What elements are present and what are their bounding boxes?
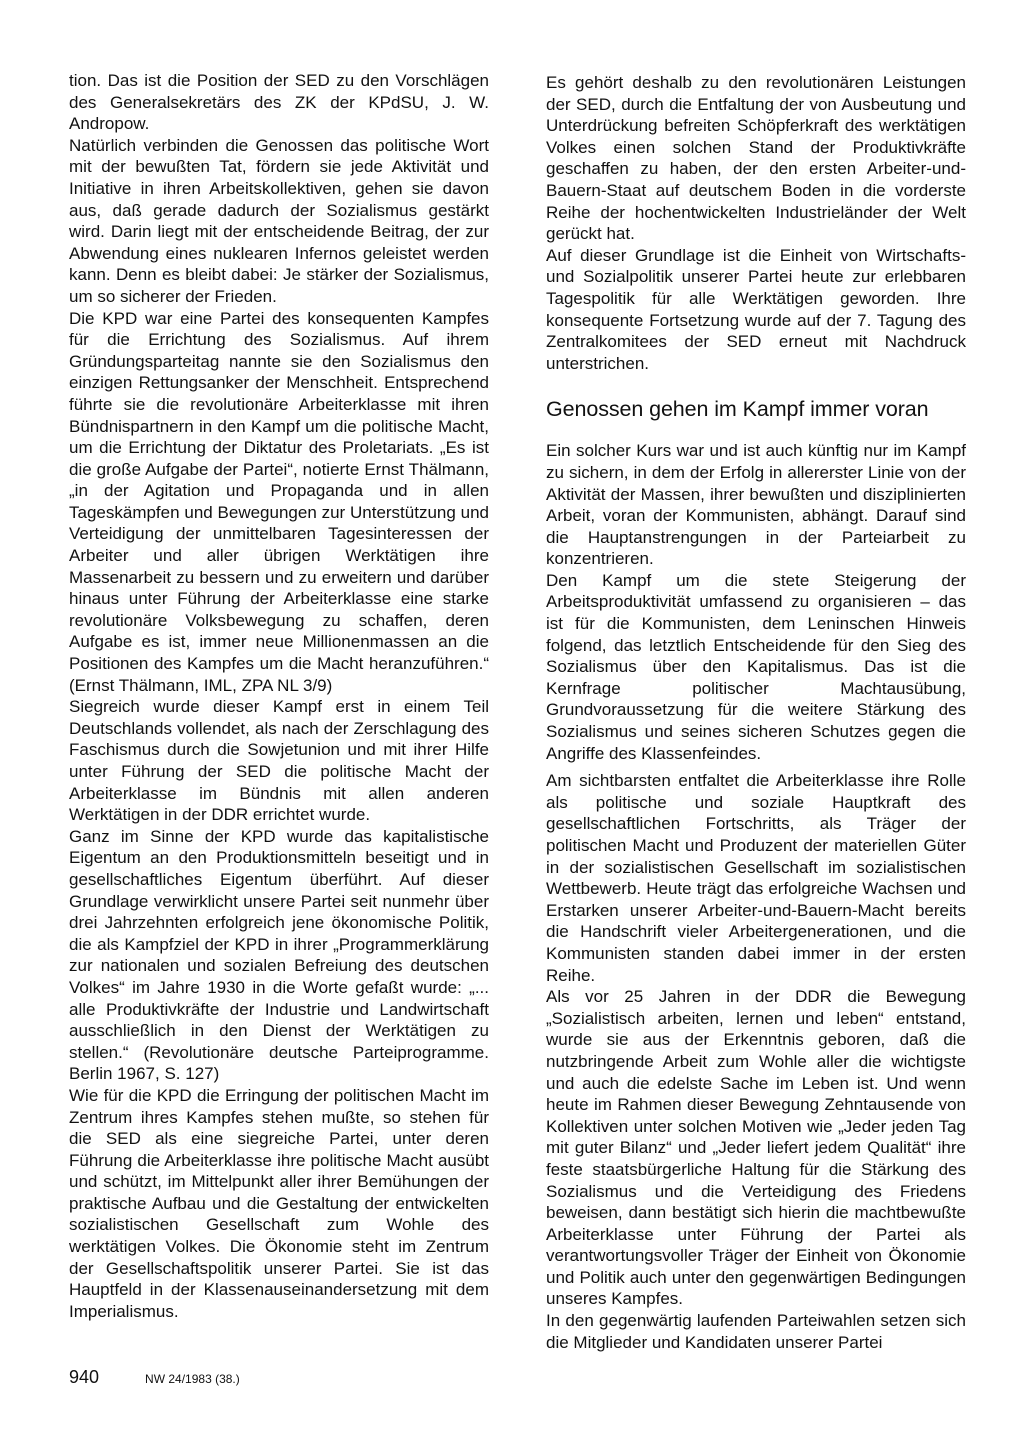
paragraph: In den gegenwärtig laufenden Parteiwahlen setzen sich die Mitglieder und Kandidaten unserer Partei — [546, 1311, 966, 1352]
issue-reference: NW 24/1983 (38.) — [145, 1372, 240, 1386]
paragraph: Am sichtbarsten entfaltet die Arbeiterklasse ihre Rolle als politische und soziale Hauptkraft des gesellschaftlichen Fortschritts, als Träger der politischen Macht und Produzent der materiellen Güter in der sozialistischen Gesellschaft im sozialistischen Wettbewerb. Heute trägt das erfolgreiche Wachsen und Erstarken unserer Arbeiter-und-Bauern-Macht bereits die Handschrift vieler Arbeitergenerationen, und die Kommunisten standen dabei immer in der ersten Reihe. — [546, 771, 966, 985]
paragraph: Siegreich wurde dieser Kampf erst in einem Teil Deutschlands vollendet, als nach der Zerschlagung des Faschismus durch die Sowjetunion und mit ihrer Hilfe unter Führung der SED die politische Macht der Arbeiterklasse im Bündnis mit allen anderen Werktätigen in der DDR errichtet wurde. — [69, 697, 489, 825]
paragraph: Wie für die KPD die Erringung der politischen Macht im Zentrum ihres Kampfes stehen mußte, so stehen für die SED als eine siegreiche Partei, unter deren Führung die Arbeiterklasse ihre politische Macht ausübt und schützt, im Mittelpunkt aller ihrer Bemühungen der praktische Aufbau und die Gestaltung der entwickelten sozialistischen Gesellschaft zum Wohle des werktätigen Volkes. Die Ökonomie steht im Zentrum der Gesellschaftspolitik unserer Partei. Sie ist das Hauptfeld in der Klassenauseinandersetzung mit dem Imperialismus. — [69, 1085, 489, 1321]
paragraph: Die KPD war eine Partei des konsequenten Kampfes für die Errichtung des Sozialismus. Auf ihrem Gründungsparteitag nannte sie den Sozialismus den einzigen Rettungsanker der Menschheit. Entsprechend führte sie die revolutionäre Arbeiterklasse mit ihren Bündnispartnern in den Kampf um die politische Macht, um die Errichtung der Diktatur des Proletariats. „Es ist die große Aufgabe der Partei“, notierte Ernst Thälmann, „in der Agitation und Propaganda und in allen Tageskämpfen und Bewegungen zur Unterstützung und Verteidigung der unmittelbaren Tagesinteressen der Arbeiter und aller übrigen Werktätigen ihre Massenarbeit zu bessern und zu erweitern und darüber hinaus unter Führung der Arbeiterklasse eine starke revolutionäre Volksbewegung zu schaffen, deren Aufgabe es ist, immer neue Millionenmassen an die Positionen des Kampfes um die Macht heranzuführen.“ (Ernst Thälmann, IML, ZPA NL 3/9) — [69, 308, 489, 695]
paragraph: Ganz im Sinne der KPD wurde das kapitalistische Eigentum an den Produktionsmitteln beseitigt und in gesellschaftliches Eigentum überführt. Auf dieser Grundlage verwirklicht unsere Partei seit nunmehr über drei Jahrzehnten erfolgreich jene ökonomische Politik, die als Kampfziel der KPD in ihrer „Programmerklärung zur nationalen und sozialen Befreiung des deutschen Volkes“ im Jahre 1930 in die Worte gefaßt wurde: „... alle Produktivkräfte der Industrie und Landwirtschaft ausschließlich in den Dienst der Werktätigen zu stellen.“ (Revolutionäre deutsche Parteiprogramme. Berlin 1967, S. 127) — [69, 826, 489, 1084]
paragraph: Es gehört deshalb zu den revolutionären Leistungen der SED, durch die Entfaltung der von Ausbeutung und Unterdrückung befreiten Schöpferkraft des werktätigen Volkes einen solchen Stand der Produktivkräfte geschaffen zu haben, der den ersten Arbeiter-und-Bauern-Staat auf deutschem Boden in die vorderste Reihe der hochentwickelten Industrieländer der Welt gerückt hat. — [546, 73, 966, 244]
right-column — [546, 72, 966, 1353]
paragraph: Als vor 25 Jahren in der DDR die Bewegung „Sozialistisch arbeiten, lernen und leben“ entstand, wurde sie aus der Erkenntnis geboren, daß die nutzbringende Arbeit zum Wohle aller die wichtigste und auch die edelste Sache im Leben ist. Und wenn heute im Rahmen dieser Bewegung Zehntausende von Kollektiven unter solchen Motiven wie „Jeder jeden Tag mit guter Bilanz“ und „Jeder liefert jedem Qualität“ ihre feste staatsbürgerliche Haltung für die Stärkung des Sozialismus und die Verteidigung des Friedens beweisen, dann bestätigt sich hierin die machtbewußte Arbeiterklasse unter Führung der Partei als verantwortungsvoller Träger der Einheit von Ökonomie und Politik auch unter den gegenwärtigen Bedingungen unseres Kampfes. — [546, 987, 966, 1309]
paragraph: Den Kampf um die stete Steigerung der Arbeitsproduktivität umfassend zu organisieren – das ist für die Kommunisten, dem Leninschen Hinweis folgend, das letztlich Entscheidende für den Sieg des Sozialismus über den Kapitalismus. Das ist die Kernfrage politischer Machtausübung, Grundvoraussetzung für die weitere Stärkung des Sozialismus und seines sicheren Schutzes gegen die Angriffe des Klassenfeindes. — [546, 570, 966, 763]
page-number: 940 — [69, 1367, 100, 1387]
paragraph: Natürlich verbinden die Genossen das politische Wort mit der bewußten Tat, fördern sie jede Aktivität und Initiative in ihren Arbeitskollektiven, gehen sie davon aus, daß gerade dadurch der Sozialismus gestärkt wird. Darin liegt mit der entscheidende Beitrag, der zur Abwendung eines nuklearen Infernos geleistet werden kann. Denn es bleibt dabei: Je stärker der Sozialismus, um so sicherer der Frieden. — [69, 135, 489, 306]
page-footer — [69, 1367, 240, 1388]
paragraph: tion. Das ist die Position der SED zu den Vorschlägen des Generalsekretärs des ZK der KPdSU, J. W. Andropow. — [69, 71, 489, 134]
left-column — [69, 70, 489, 1322]
paragraph: Auf dieser Grundlage ist die Einheit von Wirtschafts- und Sozialpolitik unserer Partei heute zur erlebbaren Tagespolitik für alle Werktätigen geworden. Ihre konsequente Fortsetzung wurde auf der 7. Tagung des Zentralkomitees der SED erneut mit Nachdruck unterstrichen. — [546, 245, 966, 373]
paragraph: Ein solcher Kurs war und ist auch künftig nur im Kampf zu sichern, in dem der Erfolg in allererster Linie von der Aktivität der Massen, ihrer bewußten und disziplinierten Arbeit, voran der Kommunisten, abhängt. Darauf sind die Hauptanstrengungen in der Parteiarbeit zu konzentrieren. — [546, 441, 966, 569]
section-heading: Genossen gehen im Kampf immer voran — [546, 397, 929, 422]
